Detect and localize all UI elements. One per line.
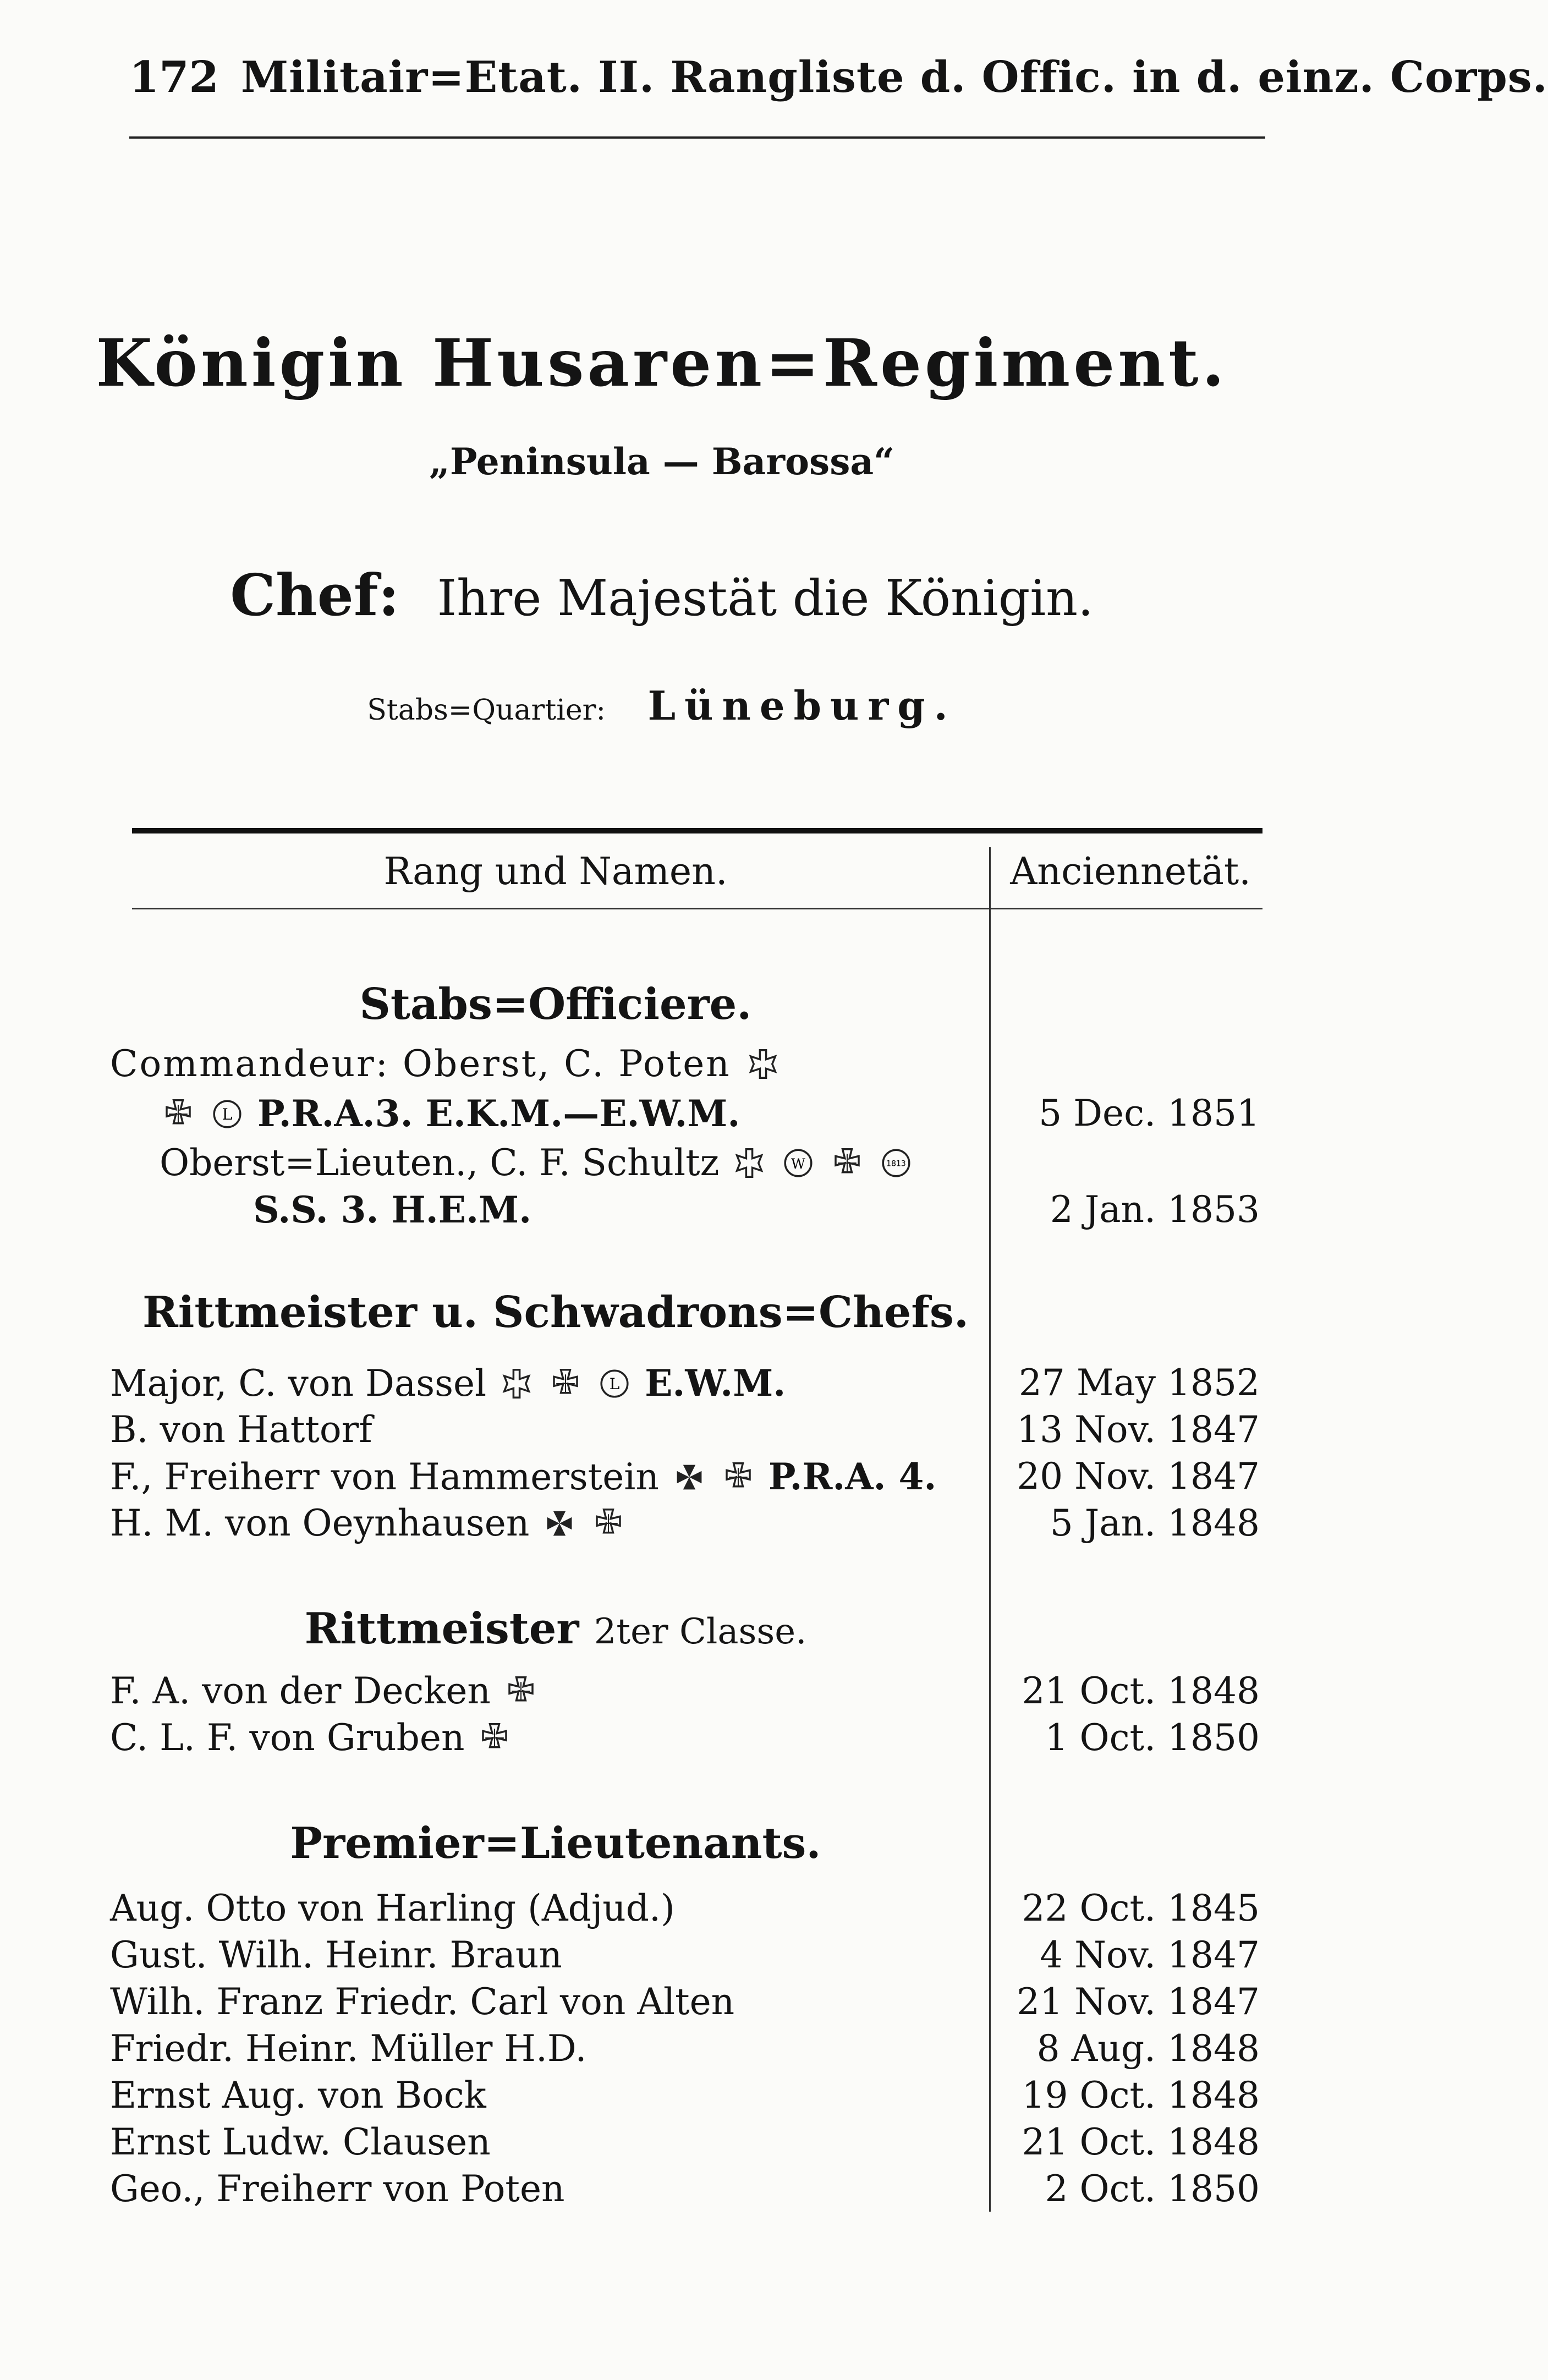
order-cross-icon (723, 1462, 754, 1493)
staff-commander-orders: P.R.A.3. E.K.M.—E.W.M. (257, 1092, 740, 1135)
chef-line (0, 561, 1324, 629)
officer-date: 13 Nov. 1847 (1017, 1408, 1260, 1451)
section-heading-rittmeister-2nd (132, 1604, 979, 1654)
officer-date: 8 Aug. 1848 (1036, 2027, 1260, 2070)
list-item (110, 2121, 979, 2163)
officer-date: 4 Nov. 1847 (1040, 1934, 1260, 1976)
officer-date: 21 Oct. 1848 (1022, 1670, 1260, 1712)
list-item (110, 1455, 979, 1498)
list-item (110, 1502, 979, 1544)
section-heading-rittmeister: Rittmeister u. Schwadrons=Chefs. (142, 1287, 969, 1337)
staff-lieutcol-name: Oberst=Lieuten., C. F. Schultz (160, 1142, 720, 1184)
table-header-rule (132, 908, 1262, 909)
list-item (110, 1670, 979, 1712)
staff-lieutcol-orders: S.S. 3. H.E.M. (253, 1188, 532, 1231)
officer-date: 21 Oct. 1848 (1022, 2121, 1260, 2163)
guelph-cross-icon (501, 1368, 532, 1399)
officer-orders: P.R.A. 4. (768, 1455, 937, 1498)
circled-1813-medal-icon (881, 1148, 912, 1178)
maltese-cross-icon (674, 1462, 705, 1493)
list-item (110, 2074, 979, 2116)
officer-date: 1 Oct. 1850 (1045, 1717, 1260, 1759)
officer-name: F. A. von der Decken (110, 1670, 491, 1712)
officer-date: 27 May 1852 (1018, 1362, 1260, 1404)
staff-commander-name: Commandeur: Oberst, C. Poten (110, 1043, 731, 1085)
officer-date: 5 Jan. 1848 (1050, 1502, 1260, 1544)
list-item (110, 1408, 979, 1451)
order-cross-icon (479, 1723, 510, 1753)
maltese-cross-icon (544, 1508, 575, 1539)
header-rule (129, 136, 1265, 139)
staff-lieutcol-line2 (253, 1188, 1122, 1231)
running-header (129, 52, 1548, 113)
section-heading-main: Rittmeister (304, 1604, 579, 1654)
guelph-cross-icon (734, 1148, 765, 1178)
section-heading-premier: Premier=Lieutenants. (290, 1818, 821, 1868)
list-item (110, 1717, 979, 1759)
order-cross-icon (163, 1099, 194, 1129)
officer-name: Wilh. Franz Friedr. Carl von Alten (110, 1981, 735, 2023)
list-item (110, 1981, 979, 2023)
table-top-rule (132, 828, 1262, 833)
order-cross-icon (506, 1676, 536, 1707)
list-item (110, 2027, 979, 2070)
staff-commander-line2 (160, 1092, 1029, 1135)
circled-w-medal-icon (783, 1148, 814, 1178)
staff-lieutcol-date: 2 Jan. 1853 (1050, 1188, 1260, 1231)
order-cross-icon (593, 1508, 624, 1539)
order-cross-icon (550, 1368, 581, 1399)
order-cross-icon (832, 1148, 863, 1178)
column-header-seniority: Anciennetät. (1010, 850, 1251, 893)
officer-date: 21 Nov. 1847 (1017, 1981, 1260, 2023)
officer-date: 20 Nov. 1847 (1017, 1455, 1260, 1498)
officer-orders: E.W.M. (645, 1362, 786, 1405)
officer-date: 2 Oct. 1850 (1045, 2168, 1260, 2210)
svg-text:1813: 1813 (886, 1159, 907, 1169)
quarters-city: Lüneburg. (647, 682, 957, 729)
staff-commander-date: 5 Dec. 1851 (1039, 1092, 1260, 1134)
officer-name: Major, C. von Dassel (110, 1362, 487, 1405)
circled-l-medal-icon (212, 1099, 243, 1129)
officer-name: Ernst Ludw. Clausen (110, 2121, 491, 2163)
page-number: 172 (129, 52, 219, 102)
quarters-line (0, 682, 1324, 729)
officer-name: Ernst Aug. von Bock (110, 2074, 486, 2116)
staff-lieutcol-line1 (160, 1142, 1029, 1184)
circled-l-medal-icon (599, 1368, 630, 1399)
section-heading-staff: Stabs=Officiere. (359, 979, 752, 1029)
column-divider (989, 847, 991, 2212)
officer-name: Aug. Otto von Harling (Adjud.) (110, 1887, 675, 1929)
officer-date: 19 Oct. 1848 (1022, 2074, 1260, 2116)
staff-commander-line1 (110, 1043, 979, 1085)
svg-text:W: W (791, 1155, 806, 1172)
column-header-rank: Rang und Namen. (383, 850, 728, 893)
list-item (110, 1934, 979, 1976)
guelph-cross-icon (748, 1049, 778, 1079)
officer-name: F., Freiherr von Hammerstein (110, 1456, 659, 1498)
officer-name: Geo., Freiherr von Poten (110, 2168, 565, 2210)
list-item (110, 1362, 979, 1405)
section-heading-sub: 2ter Classe. (594, 1611, 807, 1652)
chef-name: Ihre Majestät die Königin. (437, 569, 1094, 627)
regiment-title: Königin Husaren=Regiment. (96, 325, 1228, 401)
svg-text:L: L (222, 1105, 233, 1123)
list-item (110, 1887, 979, 1929)
regiment-motto: „Peninsula — Barossa“ (429, 440, 895, 483)
list-item (110, 2168, 979, 2210)
running-title: Militair=Etat. II. Rangliste d. Offic. in d. einz. Corps. (240, 52, 1548, 102)
officer-name: C. L. F. von Gruben (110, 1717, 465, 1759)
officer-date: 22 Oct. 1845 (1022, 1887, 1260, 1929)
quarters-label: Stabs=Quartier: (367, 694, 606, 727)
svg-text:L: L (609, 1374, 620, 1393)
officer-name: H. M. von Oeynhausen (110, 1502, 530, 1544)
officer-name: B. von Hattorf (110, 1408, 372, 1451)
officer-name: Gust. Wilh. Heinr. Braun (110, 1934, 562, 1976)
officer-name: Friedr. Heinr. Müller H.D. (110, 2027, 587, 2070)
chef-label: Chef: (230, 561, 399, 629)
